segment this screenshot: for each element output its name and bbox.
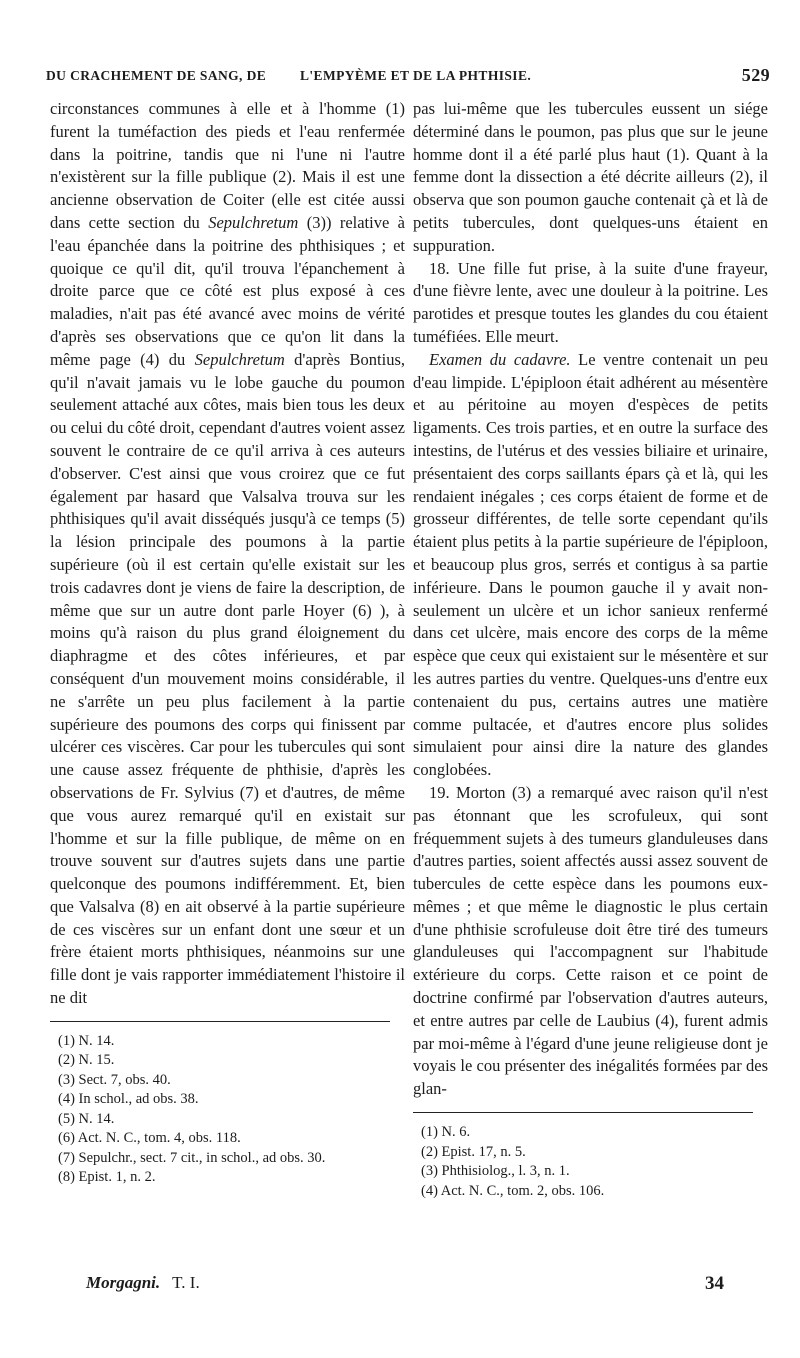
footnote: (5) N. 14. bbox=[58, 1110, 115, 1127]
running-header bbox=[46, 65, 770, 90]
footnote: (1) N. 14. bbox=[58, 1032, 115, 1049]
footnote: (2) N. 15. bbox=[58, 1052, 115, 1069]
running-head-left: DU CRACHEMENT DE SANG, DE bbox=[46, 68, 267, 83]
footnote: (4) In schol., ad obs. 38. bbox=[58, 1091, 199, 1108]
left-body-text: circonstances communes à elle et à l'homme (1) furent la tuméfaction des pieds et l'eau renfermée dans la poitrine, tandis que ni l'une ni l'autre n'existèrent sur la fille publique (2). Mais il est une ancienne observation de Coiter (elle est citée aussi dans cette section du Sepulchretum (3)) relative à l'eau épanchée dans la poitrine des phthisiques ; et quoique ce qu'il dit, qu'il trouva l'épanchement à droite parce que ce côté est plus exposé à ces maladies, n'ait pas été avancé avec moins de vérité d'après ses observations que ce qu'on lit dans la même page (4) du Sepulchretum d'après Bontius, qu'il n'avait jamais vu le lobe gauche du poumon seulement attaché aux côtes, mais bien tous les deux ou celui du côté droit, cependant d'autres voient assez souvent le contraire de ce qu'il arriva à ces auteurs d'observer. C'est ainsi que vous croirez que ce fut également par hasard que Valsalva trouva sur les phthisiques qu'il avait disséqués jusqu'à ce temps (5) la lésion principale des poumons à la partie supérieure (où il est certain qu'elle existait sur les trois cadavres dont je viens de faire la description, de même que sur un autre dont parle Hoyer (6) ), à moins qu'à raison du plus grand éloignement du diaphragme et des côtes inférieures, et par conséquent d'un mouvement moins considérable, il ne s'arrête un peu plus facilement à la partie supérieure des poumons des corps qui finissent par ulcérer ces viscères. Car pour les tubercules qui sont une cause assez fréquente de phthisie, d'après les observations de Fr. Sylvius (7) et d'autres, de même que vous aurez remarqué qu'il en existait sur l'homme et sur la fille publique, de même on en trouve souvent sur d'autres sujets dans une partie quelconque des poumons indifféremment. Et, bien que Valsalva (8) en ait observé à la partie supérieure de ces viscères sur un enfant dont une sœur et un frère étaient morts phthisiques, néanmoins sur une fille dont je vais rapporter immédiatement l'histoire il ne dit bbox=[50, 99, 406, 1008]
volume-mark: T. I. bbox=[172, 1273, 200, 1292]
running-head-right: L'EMPYÈME ET DE LA PHTHISIE. bbox=[300, 68, 532, 83]
footnote: (7) Sepulchr., sect. 7 cit., in schol., ad obs. 30. bbox=[58, 1149, 326, 1166]
left-footnotes bbox=[50, 1032, 405, 1188]
left-column bbox=[50, 98, 405, 1188]
footnote-rule bbox=[50, 1021, 390, 1022]
footnote: (1) N. 6. bbox=[421, 1124, 471, 1141]
footnote: (3) Sect. 7, obs. 40. bbox=[58, 1071, 171, 1088]
paragraph: Examen du cadavre. Le ventre contenait un peu d'eau limpide. L'épiploon était adhérent au mésentère et au péritoine au moyen d'espèces de petits ligaments. Ces trois parties, et en outre la surface des intestins, de l'utérus et des vessies biliaire et urinaire, présentaient des corps saillants épars çà et là, qui les rendaient inégales ; ces corps étaient de forme et de grosseur différentes, de telle sorte cependant qu'ils étaient plus petits à la partie supérieure de l'épiploon, et beaucoup plus gros, serrés et contigus à sa partie inférieure. Dans le poumon gauche il y avait non-seulement un ulcère et un ichor sanieux renfermé dans cet ulcère, mais encore des corps de la même espèce que ceux qui existaient sur le mésentère et sur les autres parties du ventre. Quelques-uns d'entre eux contenaient du pus, certains autres une matière comme pultacée, et d'autres encore plus solides simulaient pour ainsi dire la nature des glandes conglobées. bbox=[413, 349, 768, 780]
footnote: (6) Act. N. C., tom. 4, obs. 118. bbox=[58, 1130, 241, 1147]
footnote: (8) Epist. 1, n. 2. bbox=[58, 1169, 156, 1186]
section-heading: Examen du cadavre. bbox=[429, 349, 571, 369]
paragraph: 19. Morton (3) a remarqué avec raison qu'il n'est pas étonnant que les scrofuleux, qui sont fréquemment sujets à des tumeurs glanduleuses dans d'autres parties, soient affectés aussi assez souvent de tubercules de cette espèce dans les poumons eux-mêmes ; et que même le diagnostic le plus certain d'une phthisie scrofuleuse doit être tiré des tumeurs glanduleuses qui l'accompagnent sur l'habitude extérieure du corps. Cette raison et ce point de doctrine confirmé par l'observation d'autres auteurs, et entre autres par celle de Laubius (4), furent admis par moi-même à l'égard d'une jeune religieuse dont je voyais le cou présenter des inégalités formées par des glan- bbox=[413, 782, 768, 1099]
signature-line bbox=[86, 1273, 200, 1293]
footnote: (4) Act. N. C., tom. 2, obs. 106. bbox=[421, 1182, 605, 1199]
work-title: Sepulchretum bbox=[208, 212, 299, 232]
sheet-number: 34 bbox=[705, 1273, 724, 1294]
footnote: (3) Phthisiolog., l. 3, n. 1. bbox=[421, 1163, 570, 1180]
paragraph: pas lui-même que les tubercules eussent un siége déterminé dans le poumon, pas plus que sur le jeune homme dont il a été parlé plus haut (1). Quant à la femme dont la dissection a été décrite ailleurs (2), il observa que son poumon gauche contenait çà et là de petits tubercules, dont quelques-uns étaient en suppuration. bbox=[413, 99, 768, 255]
footnote: (2) Epist. 17, n. 5. bbox=[421, 1143, 526, 1160]
footnote-rule bbox=[413, 1112, 753, 1113]
page-number: 529 bbox=[741, 65, 770, 85]
right-footnotes bbox=[413, 1123, 768, 1201]
paragraph: 18. Une fille fut prise, à la suite d'une frayeur, d'une fièvre lente, avec une douleur à la poitrine. Les parotides et presque toutes les glandes du cou étaient tuméfiées. Elle meurt. bbox=[413, 258, 768, 346]
author-signature: Morgagni. bbox=[86, 1273, 161, 1292]
right-column bbox=[413, 98, 768, 1201]
work-title: Sepulchretum bbox=[194, 349, 285, 369]
